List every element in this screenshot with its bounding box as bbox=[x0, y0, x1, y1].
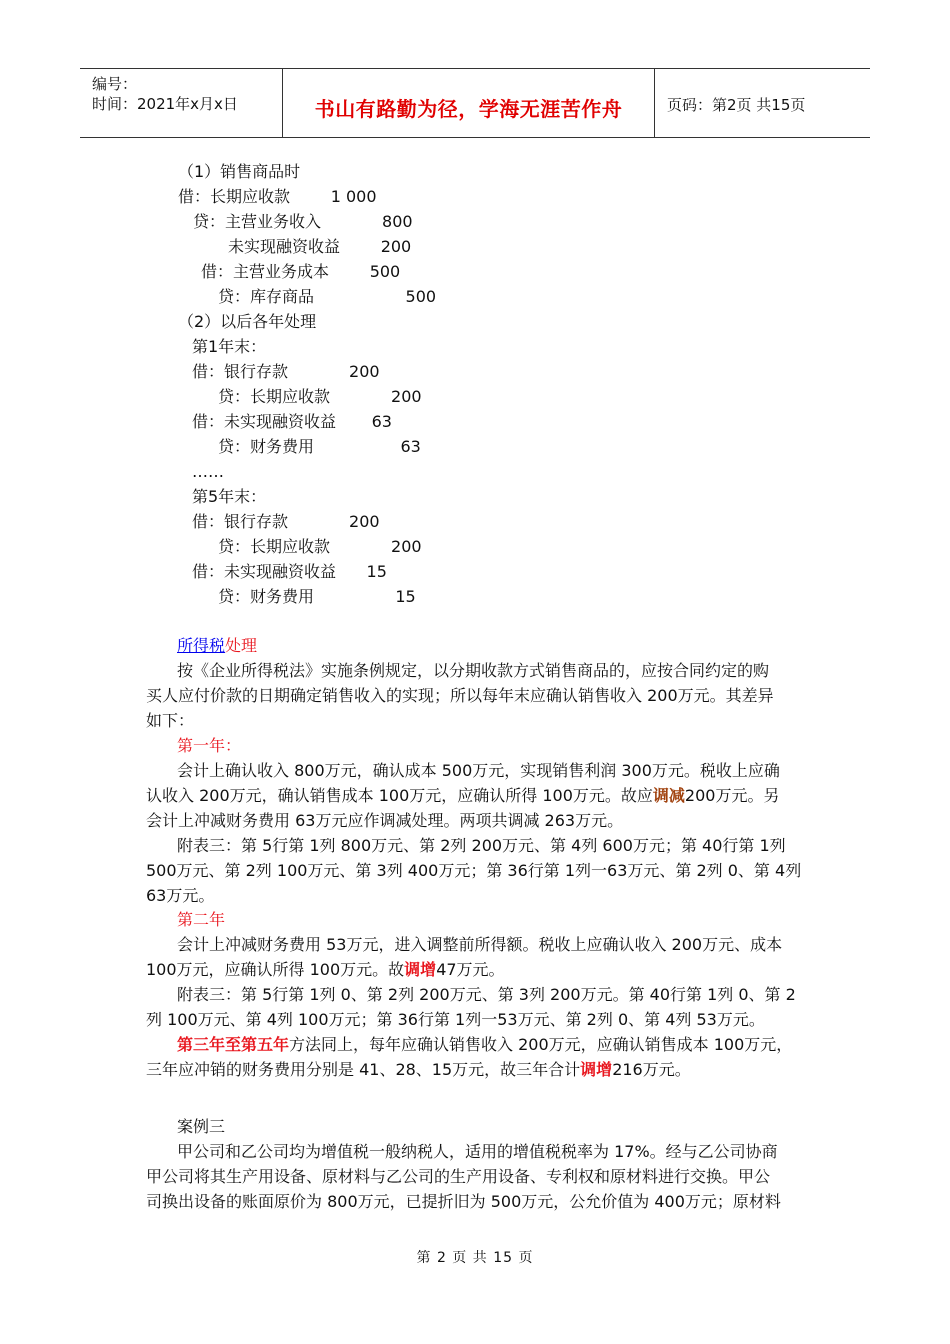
entry-line: 借：长期应收款 1 000 bbox=[178, 187, 377, 206]
header-motto: 书山有路勤为径，学海无涯苦作舟 bbox=[314, 97, 623, 121]
entry-line: 未实现融资收益 200 bbox=[228, 237, 412, 256]
document-number-label: 编号： bbox=[92, 75, 138, 93]
case3-title: 案例三 bbox=[177, 1117, 226, 1136]
entry-line: 贷：库存商品 500 bbox=[218, 287, 437, 306]
paragraph-line: 司换出设备的账面原价为 800万元，已提折旧为 500万元，公允价值为 400万元；原材料 bbox=[146, 1192, 781, 1211]
paragraph-line: 会计上确认收入 800万元，确认成本 500万元，实现销售利润 300万元。税收上应确 bbox=[177, 761, 780, 780]
document-time-label: 时间：2021年x月x日 bbox=[92, 95, 238, 113]
ellipsis-line: …… bbox=[192, 462, 224, 481]
year1-heading: 第一年： bbox=[177, 736, 242, 755]
entry-line: 贷：财务费用 63 bbox=[218, 437, 421, 456]
entry-line: 借：银行存款 200 bbox=[192, 362, 380, 381]
entry-line: 借：未实现融资收益 15 bbox=[192, 562, 387, 581]
paragraph-line: 三年应冲销的财务费用分别是 41、28、15万元，故三年合计调增216万元。 bbox=[146, 1060, 691, 1079]
paragraph-line: 63万元。 bbox=[146, 886, 215, 905]
paragraph-line: 买人应付价款的日期确定销售收入的实现；所以每年末应确认销售收入 200万元。其差异 bbox=[146, 686, 774, 705]
income-tax-link[interactable]: 所得税 bbox=[177, 636, 226, 655]
header-left-cell bbox=[80, 69, 283, 137]
entry-line: 贷：长期应收款 200 bbox=[218, 387, 422, 406]
entry-line: 贷：财务费用 15 bbox=[218, 587, 416, 606]
paragraph-line: 500万元、第 2列 100万元、第 3列 400万元；第 36行第 1列一63万元、第 2列 0、第 4列 bbox=[146, 861, 802, 880]
paragraph-line: 如下： bbox=[146, 711, 195, 730]
paragraph-line: 会计上冲减财务费用 63万元应作调减处理。两项共调减 263万元。 bbox=[146, 811, 624, 830]
entry-line: 借：主营业务成本 500 bbox=[201, 262, 401, 281]
paragraph-line: 按《企业所得税法》实施条例规定，以分期收款方式销售商品的，应按合同约定的购 bbox=[177, 661, 770, 680]
header-page-label: 页码：第2页 共15页 bbox=[667, 96, 806, 114]
entry-line: （2）以后各年处理 bbox=[178, 312, 317, 331]
entry-line: 第5年末： bbox=[192, 487, 267, 506]
year2-heading: 第二年 bbox=[177, 910, 226, 929]
header-right-cell bbox=[655, 69, 870, 137]
paragraph-line: 会计上冲减财务费用 53万元，进入调整前所得额。税收上应确认收入 200万元、成本 bbox=[177, 935, 783, 954]
page-footer: 第 2 页 共 15 页 bbox=[416, 1250, 534, 1266]
year3-5-heading: 第三年至第五年 bbox=[177, 1035, 290, 1054]
paragraph-line: 附表三：第 5行第 1列 800万元、第 2列 200万元、第 4列 600万元；第 40行第 1列 bbox=[177, 836, 786, 855]
entry-line: 第1年末： bbox=[192, 337, 267, 356]
paragraph-line: 认收入 200万元，确认销售成本 100万元，应确认所得 100万元。故应调减200万元。另 bbox=[146, 786, 780, 805]
entry-line: 借：未实现融资收益 63 bbox=[192, 412, 392, 431]
paragraph-line: 第三年至第五年方法同上，每年应确认销售收入 200万元，应确认销售成本 100万元， bbox=[177, 1035, 793, 1054]
paragraph-line: 100万元，应确认所得 100万元。故调增47万元。 bbox=[146, 960, 505, 979]
paragraph-line: 列 100万元、第 4列 100万元；第 36行第 1列一53万元、第 2列 0、第 4列 53万元。 bbox=[146, 1010, 765, 1029]
paragraph-line: 附表三：第 5行第 1列 0、第 2列 200万元、第 3列 200万元。第 40行第 1列 0、第 2 bbox=[177, 985, 796, 1004]
adjust-up-term: 调增 bbox=[404, 960, 437, 979]
entry-line: 贷：长期应收款 200 bbox=[218, 537, 422, 556]
header-center-cell bbox=[283, 69, 655, 137]
tax-heading: 所得税处理 bbox=[177, 636, 258, 655]
paragraph-line: 甲公司和乙公司均为增值税一般纳税人，适用的增值税税率为 17%。经与乙公司协商 bbox=[177, 1142, 778, 1161]
entry-line: （1）销售商品时 bbox=[178, 162, 301, 181]
page-header bbox=[80, 68, 870, 138]
paragraph-line: 甲公司将其生产用设备、原材料与乙公司的生产用设备、专利权和原材料进行交换。甲公 bbox=[146, 1167, 771, 1186]
adjust-down-term: 调减 bbox=[652, 786, 685, 805]
entry-line: 借：银行存款 200 bbox=[192, 512, 380, 531]
adjust-up-term: 调增 bbox=[580, 1060, 613, 1079]
entry-line: 贷：主营业务收入 800 bbox=[193, 212, 413, 231]
